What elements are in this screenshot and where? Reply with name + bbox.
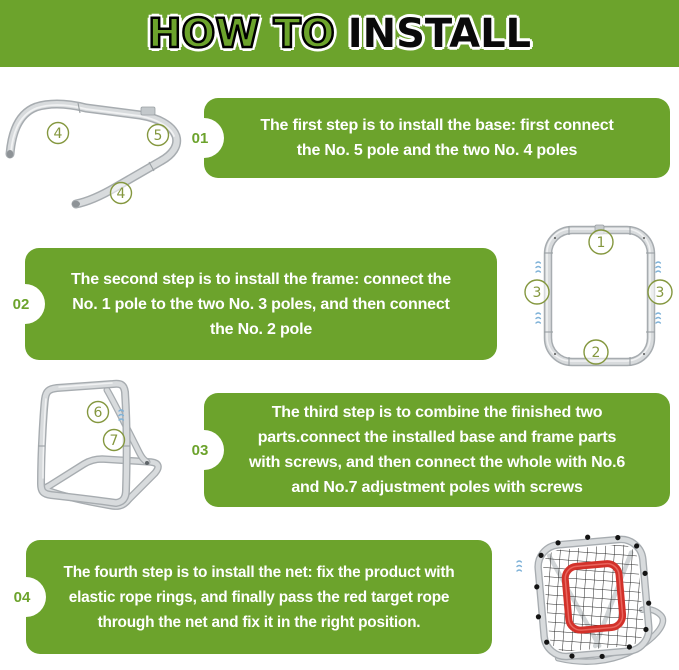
part-label-4-bottom <box>111 183 132 204</box>
step-3-textbox <box>204 393 670 507</box>
step-2-line: the No. 2 pole <box>209 320 313 338</box>
step-1-textbox <box>204 98 670 178</box>
step-4-line: The fourth step is to install the net: fix the product with <box>63 563 455 581</box>
step-3-line: parts.connect the installed base and frame parts <box>257 429 617 446</box>
svg-text:4: 4 <box>53 126 63 142</box>
step-3-line: and No.7 adjustment poles with screws <box>291 479 583 496</box>
svg-text:2: 2 <box>591 345 601 361</box>
svg-text:4: 4 <box>116 186 126 202</box>
step-1-line: The first step is to install the base: first connect <box>260 117 614 134</box>
finished-rebounder-diagram <box>505 520 679 670</box>
frame-poles-diagram <box>510 215 679 385</box>
step-4-number-badge: 04 <box>6 577 46 617</box>
svg-text:1: 1 <box>596 235 606 251</box>
part-label-6 <box>88 402 109 423</box>
step-4-textbox <box>26 540 492 654</box>
assembled-frame-diagram <box>15 378 190 526</box>
step-4-line: through the net and fix it in the right position. <box>97 613 421 631</box>
svg-text:6: 6 <box>93 405 103 421</box>
svg-text:5: 5 <box>153 128 163 144</box>
part-label-1 <box>589 230 613 254</box>
step-3-number-badge: 03 <box>184 430 224 470</box>
step-2-number-badge: 02 <box>5 284 45 324</box>
header-title-install: INSTALL <box>347 10 532 57</box>
part-label-2 <box>584 340 608 364</box>
part-label-4-top <box>48 123 69 144</box>
step-1-number-badge: 01 <box>184 118 224 158</box>
part-label-5 <box>148 125 169 146</box>
step-3-line: with screws, and then connect the whole with No.6 <box>248 454 626 471</box>
part-label-3-left <box>525 280 549 304</box>
step-2-line: The second step is to install the frame: connect the <box>71 270 451 288</box>
step-3-line: The third step is to combine the finished two <box>271 404 603 421</box>
header-title-howto: HOW TO <box>147 10 335 57</box>
svg-text:7: 7 <box>109 433 119 449</box>
base-poles-diagram <box>0 88 196 220</box>
part-label-7 <box>104 430 125 451</box>
step-2-line: No. 1 pole to the two No. 3 poles, and then connect <box>72 295 450 313</box>
step-4-line: elastic rope rings, and finally pass the red target rope <box>68 588 450 606</box>
step-1-line: the No. 5 pole and the two No. 4 poles <box>296 142 578 159</box>
svg-text:3: 3 <box>532 285 542 301</box>
part-label-3-right <box>648 280 672 304</box>
svg-text:3: 3 <box>655 285 665 301</box>
header-banner <box>0 0 679 67</box>
step-2-textbox <box>25 248 497 360</box>
